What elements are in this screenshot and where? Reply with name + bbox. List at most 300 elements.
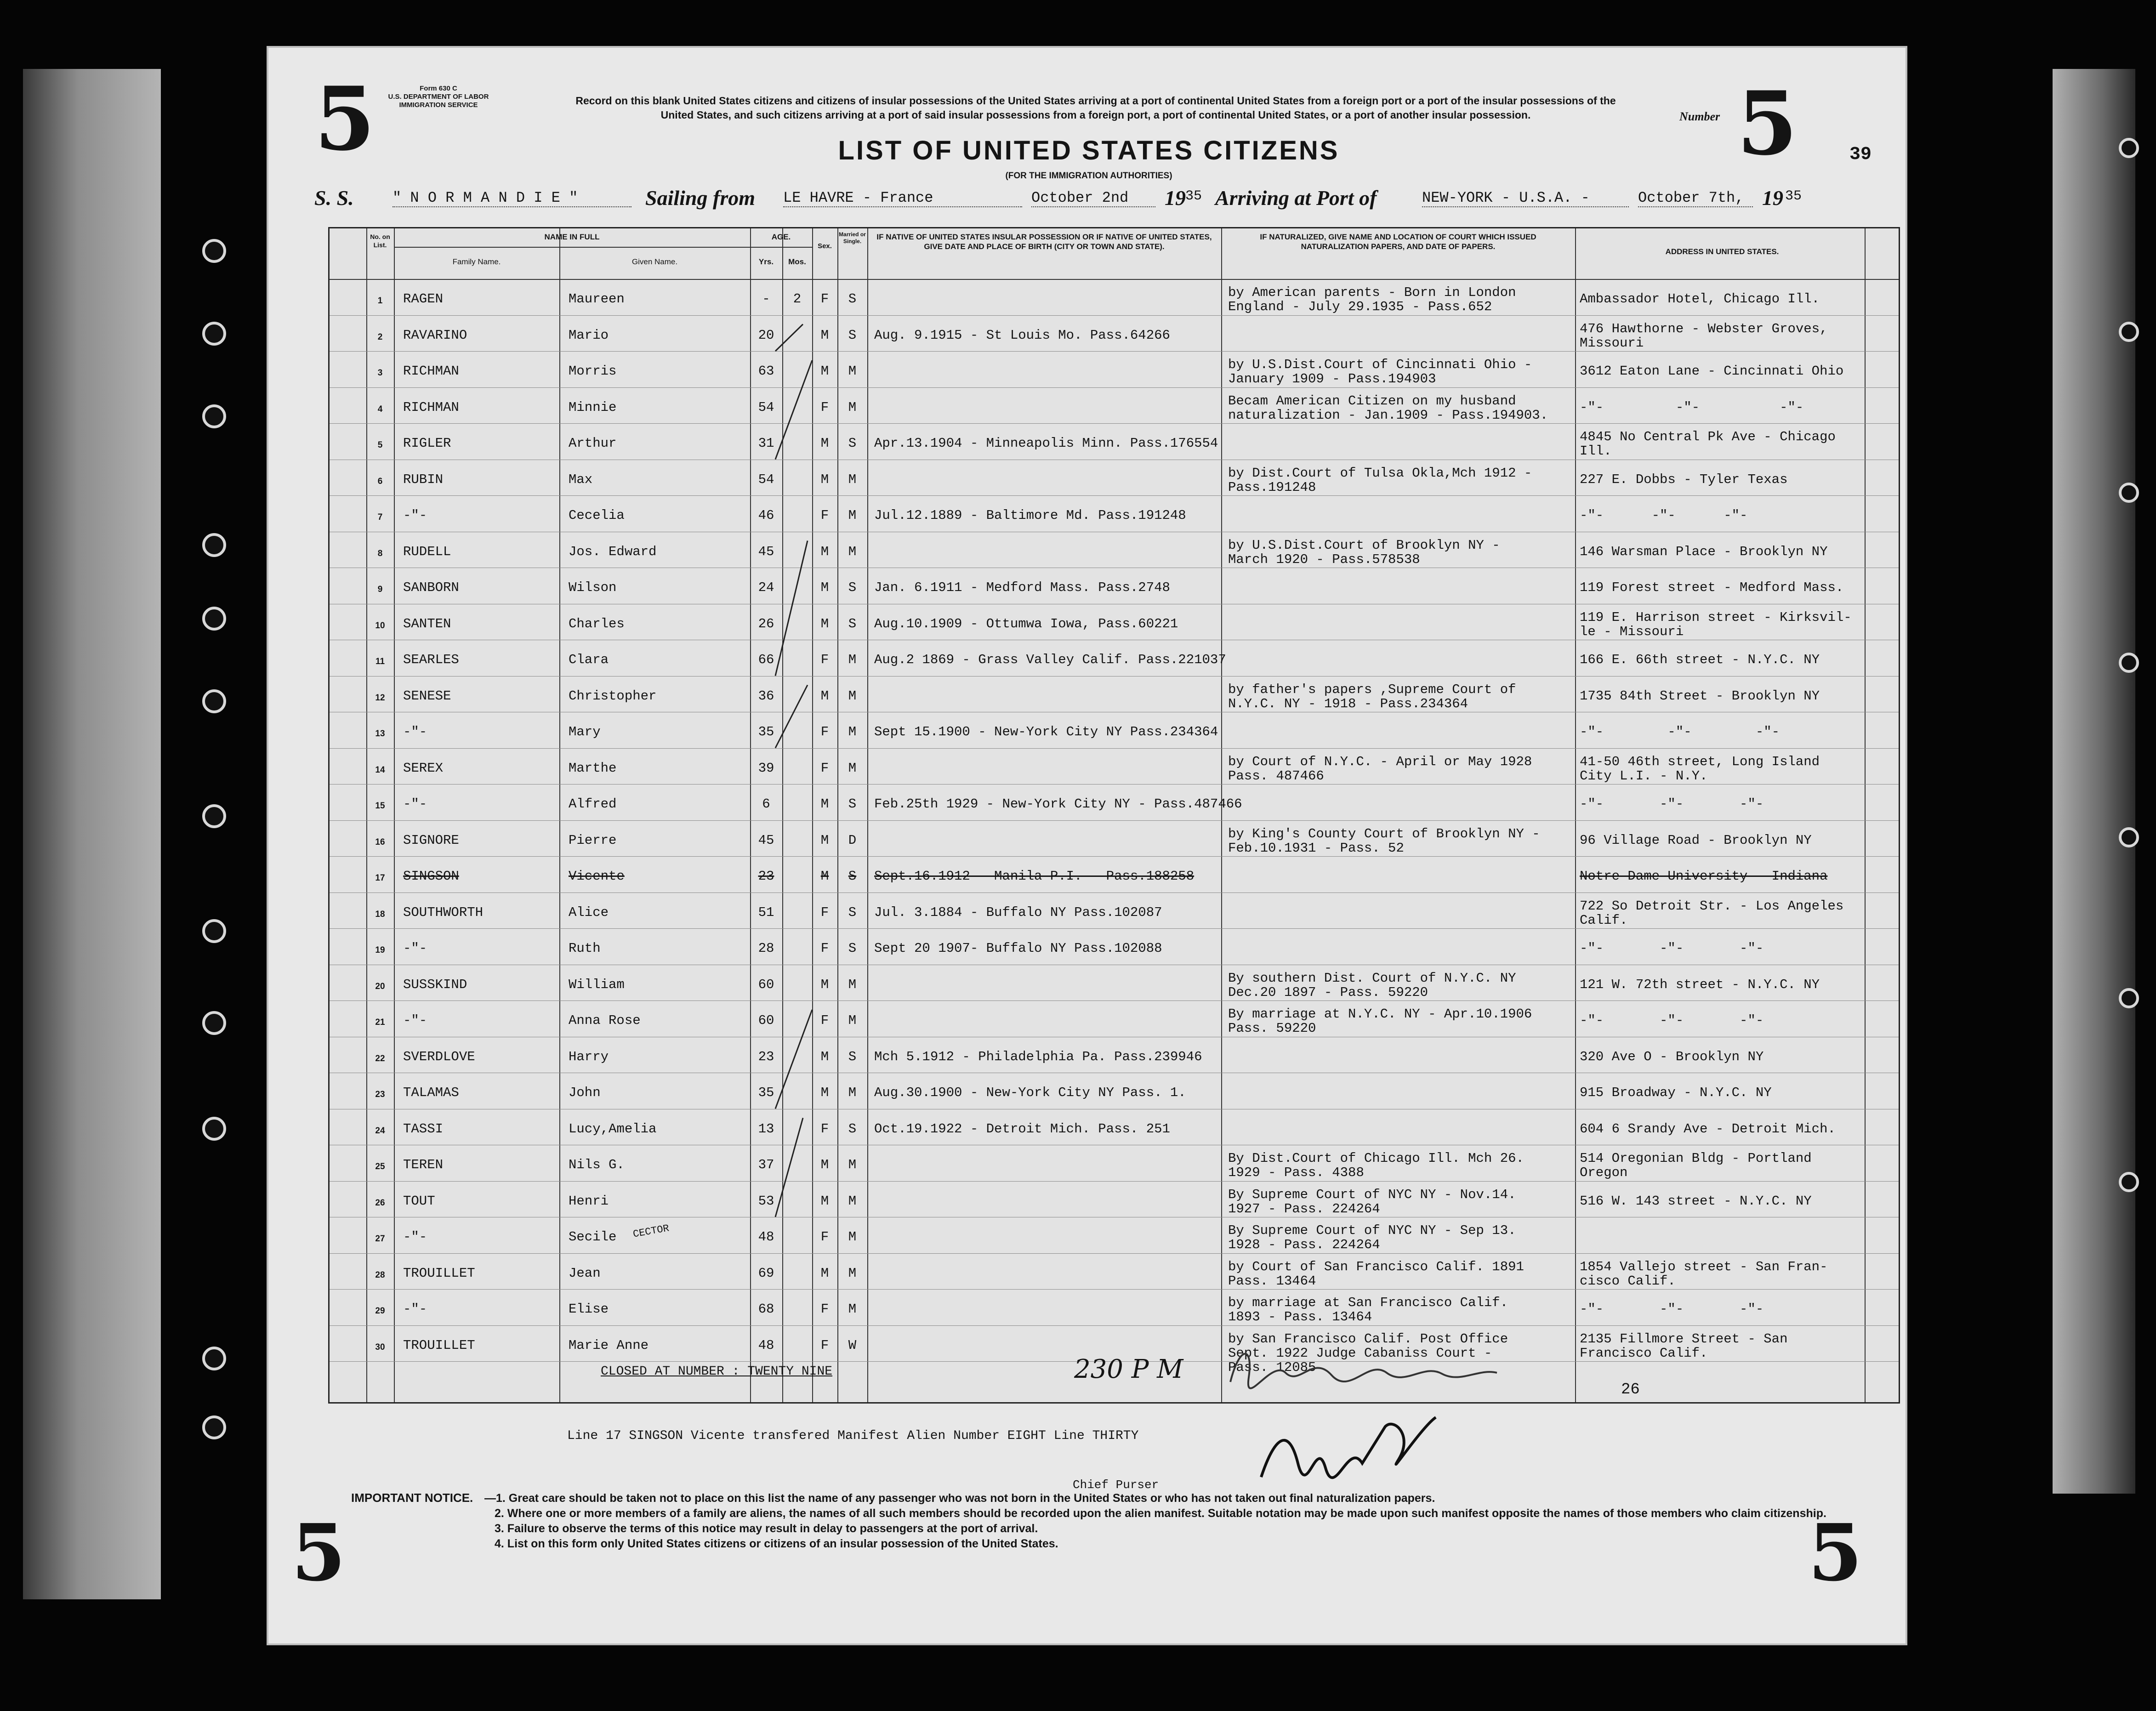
cell-nat: By Supreme Court of NYC NY - Nov.14. 1927 - Pass. 224264: [1228, 1187, 1516, 1216]
cell-addr: 320 Ave O - Brooklyn NY: [1580, 1049, 1764, 1064]
header-subrule: [394, 247, 750, 248]
cell-sex: F: [820, 941, 829, 956]
cell-birth: Mch 5.1912 - Philadelphia Pa. Pass.239946: [874, 1049, 1202, 1064]
tick-mark: [775, 360, 812, 460]
cell-ms: M: [848, 544, 857, 559]
cell-addr: Ambassador Hotel, Chicago Ill.: [1580, 291, 1820, 307]
binder-hole-icon: [202, 1347, 226, 1370]
cell-family: -"-: [403, 508, 427, 523]
cell-yrs: 60: [758, 1013, 774, 1028]
cell-given: Jos. Edward: [569, 544, 657, 559]
cell-given: Alice: [569, 904, 609, 920]
cell-addr: 146 Warsman Place - Brooklyn NY: [1580, 544, 1828, 559]
cell-yrs: 48: [758, 1337, 774, 1353]
arrival-date: October 7th,: [1638, 189, 1753, 207]
cell-addr: 2135 Fillmore Street - San Francisco Calif.: [1580, 1331, 1788, 1361]
notice-item-4: 4. List on this form only United States citizens or citizens of an insular possession of the United States.: [495, 1537, 1058, 1550]
cell-sex: M: [820, 544, 829, 559]
cell-no: 26: [375, 1198, 385, 1208]
cell-sex: F: [820, 1337, 829, 1353]
row-rule: [330, 495, 1899, 496]
cell-no: 1: [377, 296, 383, 306]
form-id-block: [386, 85, 491, 109]
cell-sex: F: [820, 1302, 829, 1317]
row-rule: [330, 387, 1899, 388]
cell-yrs: 60: [758, 977, 774, 992]
row-rule: [330, 1253, 1899, 1254]
cell-birth: Apr.13.1904 - Minneapolis Minn. Pass.176554: [874, 436, 1218, 451]
cell-addr: 227 E. Dobbs - Tyler Texas: [1580, 472, 1788, 487]
row-rule: [330, 1000, 1899, 1001]
row-rule: [330, 856, 1899, 857]
tick-mark: [775, 685, 808, 748]
row-rule: [330, 820, 1899, 821]
cell-ms: M: [848, 472, 857, 487]
cell-yrs: 54: [758, 472, 774, 487]
cell-given: Arthur: [569, 436, 617, 451]
cell-no: 10: [375, 620, 385, 631]
cell-given: Christopher: [569, 688, 657, 704]
cell-given: Mary: [569, 724, 601, 739]
cell-nat: by San Francisco Calif. Post Office Sept. 1922 Judge Cabaniss Court - Pass. 12085: [1228, 1331, 1508, 1375]
cell-no: 24: [375, 1126, 385, 1136]
cell-no: 21: [375, 1018, 385, 1027]
row-rule: [330, 423, 1899, 424]
record-instructions: Record on this blank United States citizens and citizens of insular possessions of the United States arriving at a port of continental United States from a foreign port or a port of the insular possessions of the United States, and such citizens arriving at a port of said insular possessions from a foreign port, a port of continental United States, or a port of another insular possession.: [575, 95, 1616, 121]
cell-nat: by U.S.Dist.Court of Brooklyn NY - March 1920 - Pass.578538: [1228, 537, 1500, 567]
cell-nat: by Dist.Court of Tulsa Okla,Mch 1912 - Pass.191248: [1228, 465, 1532, 495]
cell-birth: Aug. 9.1915 - St Louis Mo. Pass.64266: [874, 327, 1170, 343]
cell-no: 11: [375, 657, 385, 666]
signer-title: Chief Purser: [1073, 1478, 1159, 1492]
cell-ms: D: [848, 832, 857, 848]
binder-hole-icon: [2119, 988, 2139, 1008]
cell-family: RUDELL: [403, 544, 451, 559]
cell-addr: 476 Hawthorne - Webster Groves, Missouri: [1580, 321, 1828, 351]
cell-sex: F: [820, 1121, 829, 1137]
binder-hole-icon: [202, 1117, 226, 1141]
cell-sex: F: [820, 291, 829, 307]
arriving-label: Arriving at Port of: [1215, 186, 1377, 210]
cell-given: Secile: [569, 1229, 617, 1245]
cell-ms: M: [848, 760, 857, 776]
cell-no: 2: [377, 332, 383, 342]
cell-no: 16: [375, 837, 385, 847]
row-rule: [330, 748, 1899, 749]
cell-addr: 119 E. Harrison street - Kirksvil- le - Missouri: [1580, 609, 1852, 639]
cell-sex: M: [820, 436, 829, 451]
cell-sex: F: [820, 760, 829, 776]
cell-ms: S: [848, 616, 857, 631]
corner-number-bottom-right: 5: [1808, 1507, 1863, 1599]
cell-sex: M: [820, 1157, 829, 1172]
cell-given: William: [569, 977, 625, 992]
cell-family: SIGNORE: [403, 832, 459, 848]
binder-hole-icon: [2119, 653, 2139, 673]
cell-yrs: 68: [758, 1302, 774, 1317]
cell-no: 9: [377, 585, 383, 594]
cell-ms: M: [848, 724, 857, 739]
cell-ms: M: [848, 1229, 857, 1245]
cell-nat: by King's County Court of Brooklyn NY - Feb.10.1931 - Pass. 52: [1228, 826, 1540, 856]
cell-addr: 722 So Detroit Str. - Los Angeles Calif.: [1580, 898, 1844, 928]
cell-ms: M: [848, 652, 857, 667]
cell-family: -"-: [403, 796, 427, 812]
binder-hole-icon: [2119, 322, 2139, 342]
cell-yrs: 20: [758, 327, 774, 343]
cell-family: TROUILLET: [403, 1337, 475, 1353]
cell-sex: M: [820, 832, 829, 848]
binder-hole-icon: [202, 804, 226, 828]
cell-sex: F: [820, 399, 829, 415]
row-rule: [330, 315, 1899, 316]
notice-item-2: 2. Where one or more members of a family are aliens, the names of all such members should be recorded upon the alien manifest. Suitable notation may be made upon such manifest opposite the names of those members who claim citizenship.: [495, 1507, 1826, 1520]
cell-ms: S: [848, 436, 857, 451]
notice-item-3: 3. Failure to observe the terms of this notice may result in delay to passengers at the port of arrival.: [495, 1522, 1038, 1535]
cell-family: -"-: [403, 724, 427, 739]
cell-ms: S: [848, 941, 857, 956]
cell-no: 19: [375, 945, 385, 955]
cell-sex: M: [820, 1193, 829, 1209]
cell-given: Ruth: [569, 941, 601, 956]
cell-family: TOUT: [403, 1193, 435, 1209]
cell-birth: Sept.16.1912 - Manila-P.I. - Pass.188258: [874, 869, 1195, 884]
header-no-on-list: No. on List.: [370, 233, 390, 249]
cell-ms: S: [848, 869, 857, 884]
cell-no: 3: [377, 368, 383, 378]
binder-hole-icon: [202, 607, 226, 631]
cell-family: SOUTHWORTH: [403, 904, 484, 920]
notice-title: IMPORTANT NOTICE.: [351, 1491, 473, 1505]
tick-mark: [775, 541, 808, 676]
cell-no: 28: [375, 1270, 385, 1280]
binder-hole-icon: [2119, 1172, 2139, 1192]
cell-yrs: 28: [758, 941, 774, 956]
cell-sex: F: [820, 904, 829, 920]
cell-given: Jean: [569, 1265, 601, 1281]
cell-given: Anna Rose: [569, 1013, 641, 1028]
cell-mos: 2: [793, 291, 802, 307]
cell-sex: F: [820, 1229, 829, 1245]
cell-family: SINGSON: [403, 869, 459, 884]
cell-family: SANTEN: [403, 616, 451, 631]
cell-addr: 604 6 Srandy Ave - Detroit Mich.: [1580, 1121, 1836, 1137]
cell-family: RAVARINO: [403, 327, 467, 343]
cell-sex: M: [820, 796, 829, 812]
cell-family: SEREX: [403, 760, 444, 776]
cell-addr: 3612 Eaton Lane - Cincinnati Ohio: [1580, 364, 1844, 379]
cell-yrs: 31: [758, 436, 774, 451]
cell-addr: 915 Broadway - N.Y.C. NY: [1580, 1085, 1772, 1100]
cell-yrs: 35: [758, 724, 774, 739]
cell-family: RICHMAN: [403, 364, 459, 379]
header-bottom-rule: [330, 279, 1899, 280]
cell-nat: by Court of N.Y.C. - April or May 1928 Pass. 487466: [1228, 754, 1532, 784]
cell-no: 8: [377, 548, 383, 558]
cell-addr: 516 W. 143 street - N.Y.C. NY: [1580, 1193, 1812, 1209]
cell-given: Cecelia: [569, 508, 625, 523]
page-title: LIST OF UNITED STATES CITIZENS: [838, 136, 1340, 165]
cell-nat: by American parents - Born in London England - July 29.1935 - Pass.652: [1228, 285, 1516, 314]
cell-no: 14: [375, 765, 385, 775]
cell-ms: S: [848, 904, 857, 920]
cell-sex: M: [820, 1049, 829, 1064]
cell-given: Maureen: [569, 291, 625, 307]
cell-given: Marie Anne: [569, 1337, 649, 1353]
sailing-from-label: Sailing from: [645, 186, 756, 210]
departure-year: 35: [1185, 188, 1202, 204]
binder-hole-icon: [2119, 827, 2139, 847]
cell-no: 29: [375, 1306, 385, 1316]
cell-sex: M: [820, 364, 829, 379]
cell-nat: By Dist.Court of Chicago Ill. Mch 26. 1929 - Pass. 4388: [1228, 1151, 1524, 1180]
binder-hole-icon: [202, 919, 226, 943]
cell-nat: by Court of San Francisco Calif. 1891 Pass. 13464: [1228, 1259, 1524, 1289]
header-married-single: Married or Single.: [839, 231, 866, 244]
cell-no: 13: [375, 729, 385, 739]
cell-no: 12: [375, 693, 385, 703]
cell-ms: M: [848, 1302, 857, 1317]
header-yrs: Yrs.: [758, 257, 774, 266]
handwritten-correction: CECTOR: [632, 1222, 670, 1240]
arrival-year-prefix: 19: [1762, 186, 1783, 210]
binder-hole-icon: [202, 322, 226, 346]
cell-yrs: 45: [758, 832, 774, 848]
binder-hole-icon: [202, 404, 226, 428]
transfer-note: Line 17 SINGSON Vicente transfered Manifest Alien Number EIGHT Line THIRTY: [567, 1429, 1139, 1443]
cell-sex: M: [820, 327, 829, 343]
list-number: 5: [1737, 72, 1798, 175]
document-page: [267, 46, 1907, 1645]
cell-ms: S: [848, 1049, 857, 1064]
row-rule: [330, 928, 1899, 929]
cell-given: Lucy,Amelia: [569, 1121, 657, 1137]
cell-given: Marthe: [569, 760, 617, 776]
cell-sex: M: [820, 688, 829, 704]
cell-addr: -"- -"- -"-: [1580, 1013, 1764, 1028]
cell-ms: W: [848, 1337, 857, 1353]
purser-signature: [1247, 1408, 1440, 1491]
notice-list: [484, 1491, 1854, 1552]
cell-birth: Feb.25th 1929 - New-York City NY - Pass.487466: [874, 796, 1242, 812]
cell-family: TEREN: [403, 1157, 444, 1172]
row-rule: [330, 1181, 1899, 1182]
cell-birth: Jul. 3.1884 - Buffalo NY Pass.102087: [874, 904, 1162, 920]
tick-mark: [775, 1010, 812, 1109]
cell-ms: S: [848, 1121, 857, 1137]
cell-yrs: 66: [758, 652, 774, 667]
cell-addr: 1735 84th Street - Brooklyn NY: [1580, 688, 1820, 704]
cell-yrs: 69: [758, 1265, 774, 1281]
ship-name: " N O R M A N D I E ": [393, 189, 631, 207]
cell-sex: M: [820, 1265, 829, 1281]
cell-ms: S: [848, 580, 857, 595]
cell-no: 25: [375, 1162, 385, 1171]
binder-hole-icon: [2119, 483, 2139, 503]
departure-year-prefix: 19: [1165, 186, 1186, 210]
cell-nat: By southern Dist. Court of N.Y.C. NY Dec.20 1897 - Pass. 59220: [1228, 970, 1516, 1000]
cell-addr: 121 W. 72th street - N.Y.C. NY: [1580, 977, 1820, 992]
cell-family: -"-: [403, 1229, 427, 1245]
left-page-edge: [23, 69, 161, 1599]
handwritten-count: 26: [1621, 1381, 1640, 1398]
cell-sex: M: [820, 977, 829, 992]
cell-birth: Aug.30.1900 - New-York City NY Pass. 1.: [874, 1085, 1186, 1100]
cell-no: 23: [375, 1090, 385, 1099]
arrival-port: NEW-YORK - U.S.A. -: [1422, 189, 1629, 207]
cell-addr: -"- -"- -"-: [1580, 399, 1804, 415]
cell-given: Morris: [569, 364, 617, 379]
service-name: IMMIGRATION SERVICE: [399, 101, 478, 109]
corner-number-bottom-left: 5: [291, 1507, 346, 1599]
cell-sex: M: [820, 1085, 829, 1100]
cell-yrs: 63: [758, 364, 774, 379]
cell-nat: By marriage at N.Y.C. NY - Apr.10.1906 Pass. 59220: [1228, 1006, 1532, 1036]
cell-no: 5: [377, 440, 383, 450]
notice-item-1: —1. Great care should be taken not to place on this list the name of any passenger who was not born in the United States or who has not taken out final naturalization papers.: [484, 1492, 1435, 1505]
binder-hole-icon: [202, 239, 226, 263]
cell-ms: M: [848, 508, 857, 523]
department-name: U.S. DEPARTMENT OF LABOR: [388, 93, 489, 101]
cell-sex: M: [820, 869, 829, 884]
cell-addr: -"- -"- -"-: [1580, 941, 1764, 956]
cell-birth: Sept 20 1907- Buffalo NY Pass.102088: [874, 941, 1162, 956]
col-rule: [1221, 228, 1222, 1402]
cell-birth: Aug.2 1869 - Grass Valley Calif. Pass.221037: [874, 652, 1226, 667]
cell-yrs: 36: [758, 688, 774, 704]
page-subtitle: (FOR THE IMMIGRATION AUTHORITIES): [1005, 171, 1172, 181]
cell-no: 7: [377, 512, 383, 522]
binder-hole-icon: [202, 533, 226, 557]
header-family-name: Family Name.: [452, 257, 501, 266]
cell-family: SENESE: [403, 688, 451, 704]
cell-yrs: 51: [758, 904, 774, 920]
cell-no: 6: [377, 476, 383, 486]
cell-ms: S: [848, 327, 857, 343]
departure-date: October 2nd: [1031, 189, 1155, 207]
cell-birth: Aug.10.1909 - Ottumwa Iowa, Pass.60221: [874, 616, 1178, 631]
corner-number-top-left: 5: [314, 68, 375, 170]
cell-ms: M: [848, 1085, 857, 1100]
cell-family: SEARLES: [403, 652, 459, 667]
cell-yrs: 24: [758, 580, 774, 595]
cell-family: RAGEN: [403, 291, 444, 307]
binder-hole-icon: [202, 1011, 226, 1035]
handwritten-signature: [1221, 1341, 1506, 1396]
cell-given: Minnie: [569, 399, 617, 415]
cell-ms: M: [848, 399, 857, 415]
closed-at-note: CLOSED AT NUMBER : TWENTY NINE: [601, 1364, 833, 1379]
cell-nat: By Supreme Court of NYC NY - Sep 13. 1928 - Pass. 224264: [1228, 1223, 1516, 1252]
cell-given: Mario: [569, 327, 609, 343]
header-given-name: Given Name.: [631, 257, 678, 266]
cell-no: 15: [375, 801, 385, 811]
cell-given: Alfred: [569, 796, 617, 812]
tick-marks: [757, 279, 895, 1382]
cell-nat: by U.S.Dist.Court of Cincinnati Ohio - January 1909 - Pass.194903: [1228, 357, 1532, 387]
cell-no: 20: [375, 981, 385, 991]
header-native-birth: IF NATIVE OF UNITED STATES INSULAR POSSESSION OR IF NATIVE OF UNITED STATES, GIVE DATE AND PLACE OF BIRTH (CITY OR TOWN AND STATE).: [876, 233, 1212, 251]
cell-ms: M: [848, 1157, 857, 1172]
cell-ms: M: [848, 1193, 857, 1209]
cell-sex: F: [820, 724, 829, 739]
cell-no: 4: [377, 404, 383, 414]
cell-addr: 1854 Vallejo street - San Fran- cisco Calif.: [1580, 1259, 1828, 1289]
cell-birth: Oct.19.1922 - Detroit Mich. Pass. 251: [874, 1121, 1170, 1137]
col-rule: [559, 228, 560, 1402]
cell-addr: -"- -"- -"-: [1580, 508, 1748, 523]
cell-sex: F: [820, 652, 829, 667]
cell-family: TASSI: [403, 1121, 444, 1137]
cell-given: Nils G.: [569, 1157, 625, 1172]
cell-addr: 4845 No Central Pk Ave - Chicago Ill.: [1580, 429, 1836, 459]
cell-addr: -"- -"- -"-: [1580, 1302, 1764, 1317]
tick-mark: [775, 1118, 803, 1217]
cell-birth: Jul.12.1889 - Baltimore Md. Pass.191248: [874, 508, 1186, 523]
header-subrule: [750, 247, 812, 248]
row-rule: [330, 892, 1899, 893]
cell-addr: -"- -"- -"-: [1580, 796, 1764, 812]
cell-yrs: 48: [758, 1229, 774, 1245]
header-sex: Sex.: [818, 242, 832, 250]
cell-family: SVERDLOVE: [403, 1049, 475, 1064]
cell-nat: by marriage at San Francisco Calif. 1893 - Pass. 13464: [1228, 1295, 1508, 1324]
cell-given: Henri: [569, 1193, 609, 1209]
cell-family: -"-: [403, 941, 427, 956]
cell-sex: F: [820, 508, 829, 523]
cell-addr: 119 Forest street - Medford Mass.: [1580, 580, 1844, 595]
cell-family: SANBORN: [403, 580, 459, 595]
cell-addr: Notre-Dame-University - Indiana: [1580, 869, 1828, 884]
cell-family: SUSSKIND: [403, 977, 467, 992]
cell-yrs: 6: [762, 796, 770, 812]
cell-given: Wilson: [569, 580, 617, 595]
col-rule: [394, 228, 395, 1402]
number-label: Number: [1679, 110, 1720, 123]
cell-yrs: -: [762, 291, 770, 307]
cell-addr: 41-50 46th street, Long Island City L.I. - N.Y.: [1580, 754, 1820, 784]
binder-hole-icon: [202, 1415, 226, 1439]
cell-given: Pierre: [569, 832, 617, 848]
cell-no: 30: [375, 1342, 385, 1352]
cell-birth: Sept 15.1900 - New-York City NY Pass.234364: [874, 724, 1218, 739]
arrival-year: 35: [1785, 188, 1802, 204]
row-rule: [330, 1325, 1899, 1326]
handwritten-time: 230 P M: [1074, 1354, 1183, 1384]
cell-family: -"-: [403, 1013, 427, 1028]
cell-ms: M: [848, 977, 857, 992]
form-number: Form 630 C: [420, 85, 457, 92]
cell-yrs: 46: [758, 508, 774, 523]
cell-family: RUBIN: [403, 472, 444, 487]
header-age: AGE.: [771, 233, 791, 241]
header-naturalized: IF NATURALIZED, GIVE NAME AND LOCATION OF COURT WHICH ISSUED NATURALIZATION PAPERS, AND DATE OF PAPERS.: [1260, 233, 1536, 251]
cell-ms: M: [848, 1013, 857, 1028]
cell-family: RIGLER: [403, 436, 451, 451]
cell-sex: M: [820, 472, 829, 487]
cell-addr: 96 Village Road - Brooklyn NY: [1580, 832, 1812, 848]
cell-ms: M: [848, 1265, 857, 1281]
cell-no: 18: [375, 909, 385, 919]
cell-yrs: 23: [758, 869, 774, 884]
cell-ms: M: [848, 688, 857, 704]
page-number: 39: [1849, 144, 1872, 165]
cell-family: TALAMAS: [403, 1085, 459, 1100]
right-page-edge: [2053, 69, 2135, 1494]
row-rule: [330, 1289, 1899, 1290]
cell-addr: 166 E. 66th street - N.Y.C. NY: [1580, 652, 1820, 667]
citizens-table: [328, 227, 1900, 1404]
